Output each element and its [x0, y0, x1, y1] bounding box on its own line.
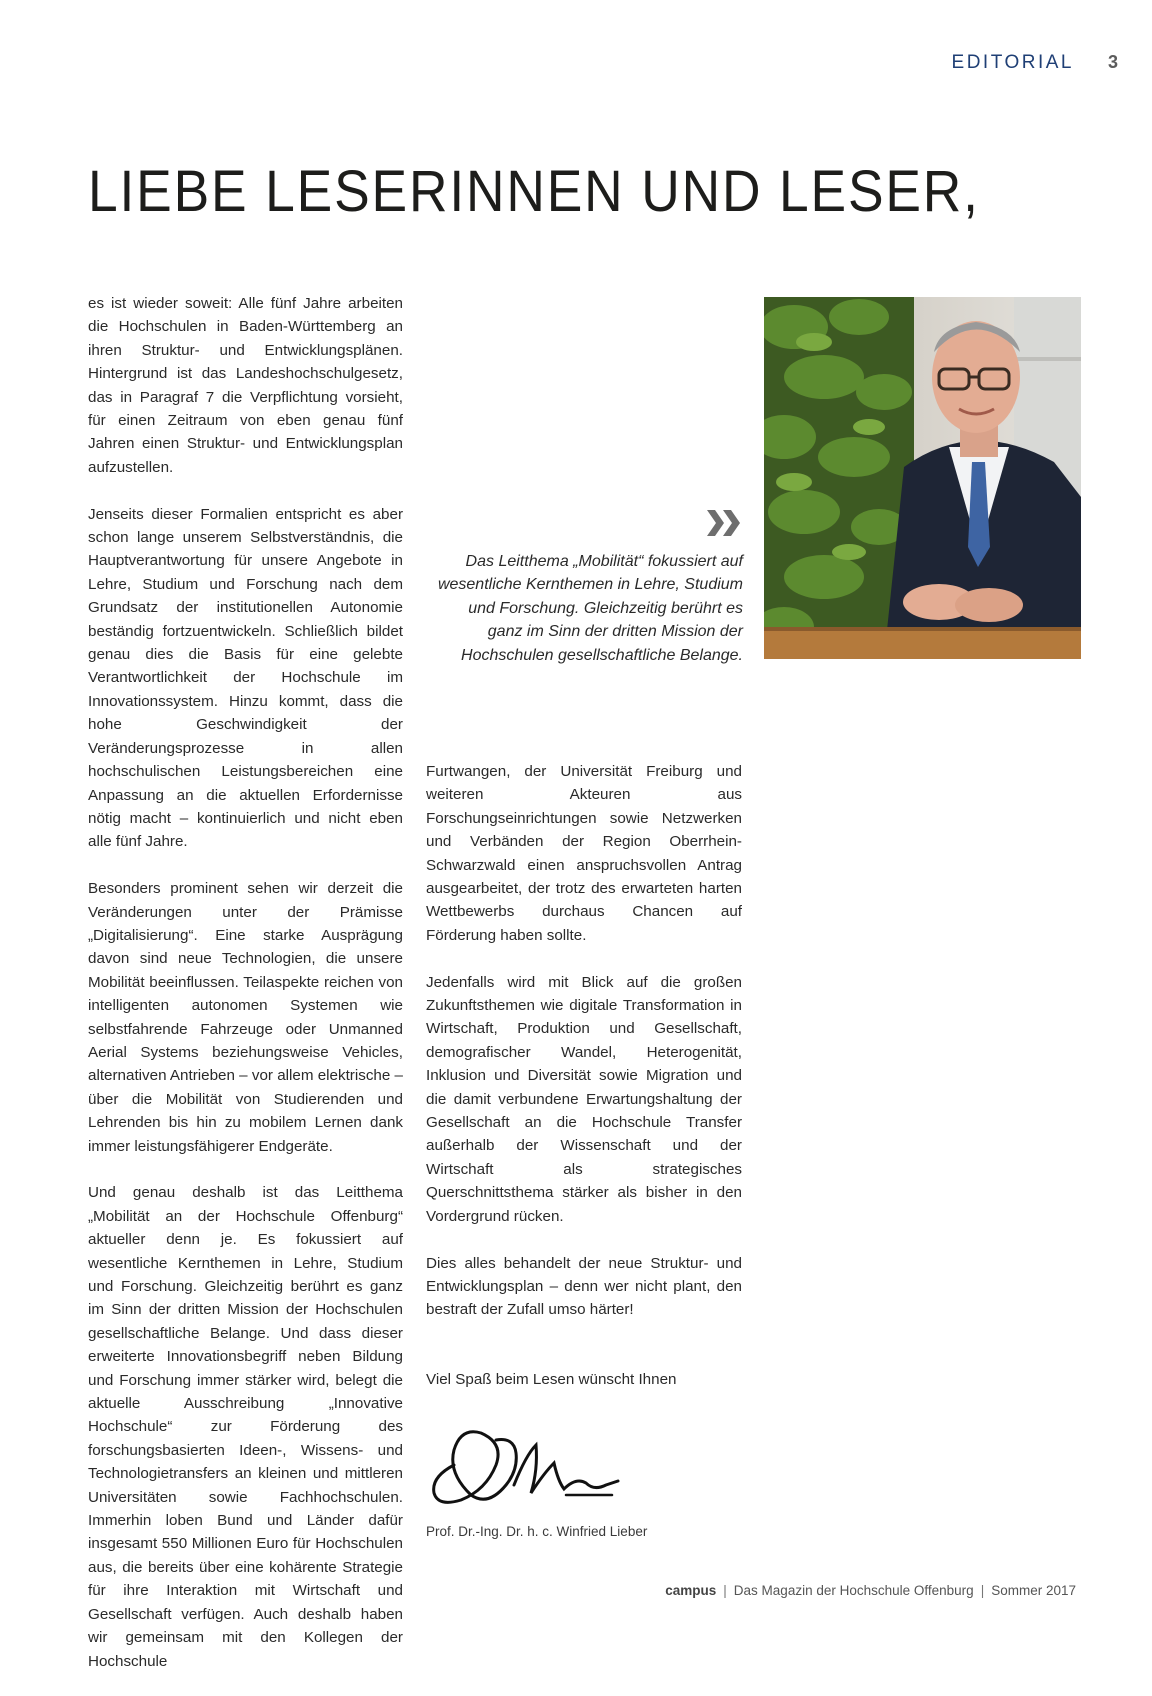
paragraph: es ist wieder soweit: Alle fünf Jahre arbeiten die Hochschulen in Baden-Württemberg an ihren Struktur- und Entwicklungsplänen. Hintergrund ist das Landeshochschulgesetz, das in Paragraf 7 die Verpflichtung vorsieht, für einen Zeitraum von eben genau fünf Jahren einen Struktur- und Entwicklungsplan aufzustellen. [88, 295, 403, 476]
middle-column [426, 760, 742, 1543]
section-label: EDITORIAL [951, 52, 1074, 73]
pull-quote: Das Leitthema „Mobilität“ fokussiert auf wesentliche Kernthemen in Lehre, Studium und Forschung. Gleichzeitig berührt es ganz im Sinn der dritten Mission der Hochschulen gesellschaftliche Belange. [437, 553, 743, 664]
footer-brand: campus [665, 1583, 717, 1598]
page-footer [665, 1583, 1076, 1598]
signer-name: Prof. Dr.-Ing. Dr. h. c. Winfried Lieber [426, 1523, 648, 1539]
footer-issue: Sommer 2017 [991, 1583, 1076, 1598]
paragraph: Und genau deshalb ist das Leitthema „Mobilität an der Hochschule Offenburg“ aktueller denn je. Es fokussiert auf wesentliche Kernthemen in Lehre, Studium und Forschung. Gleichzeitig berührt es ganz im Sinn der dritten Mission der Hochschulen gesellschaftliche Belange. Und dass dieser erweiterte Innovationsbegriff neben Bildung und Forschung immer stärker wird, belegt die aktuelle Ausschreibung „Innovative Hochschule“ zur Förderung des forschungsbasierten Ideen-, Wissens- und Technologietransfers an kleinen und mittleren Universitäten sowie Fachhochschulen. Immerhin loben Bund und Länder dafür insgesamt 550 Millionen Euro für Hochschulen aus, die bereits über eine kohärente Strategie für ihre Interaktion mit Wirtschaft und Gesellschaft verfügen. Auch deshalb haben wir gemeinsam mit den Kollegen der Hochschule [88, 1184, 403, 1670]
portrait-photo [764, 297, 1081, 659]
page-number: 3 [1107, 52, 1118, 72]
footer-magazine: Das Magazin der Hochschule Offenburg [733, 1583, 974, 1598]
handwritten-signature [426, 1415, 626, 1510]
paragraph: Besonders prominent sehen wir derzeit die Veränderungen unter der Prämisse „Digitalisierung“. Eine starke Ausprägung davon sind neue Technologien, die unsere Mobilität beeinflussen. Teilaspekte reichen von intelligenten autonomen Systemen wie selbstfahrende Fahrzeuge oder Unmanned Aerial Systems beziehungsweise Vehicles, alternativen Antrieben – vor allem elektrische – über die Mobilität von Studierenden und Lehrenden bis hin zu mobilem Lernen dank immer leistungsfähigerer Endgeräte. [88, 880, 403, 1155]
page-header [952, 52, 1118, 74]
left-column [88, 292, 403, 1696]
closing-line: Viel Spaß beim Lesen wünscht Ihnen [426, 1370, 677, 1388]
paragraph: Dies alles behandelt der neue Struktur- und Entwicklungsplan – denn wer nicht plant, den bestraft der Zufall umso härter! [426, 1254, 742, 1319]
headline: LIEBE LESERINNEN UND LESER, [88, 159, 980, 224]
double-chevron-quote-icon [707, 508, 743, 538]
footer-separator: | [723, 1583, 727, 1598]
paragraph: Jedenfalls wird mit Blick auf die großen Zukunftsthemen wie digitale Transformation in Wirtschaft, Produktion und Gesellschaft, demografischer Wandel, Heterogenität, Inklusion und Diversität sowie Migration und die damit verbundene Erwartungshaltung der Gesellschaft an die Hochschule Transfer außerhalb der Wissenschaft und der Wirtschaft als strategisches Querschnittsthema stärker als bisher in den Vordergrund rücken. [426, 973, 742, 1225]
portrait-illustration [764, 297, 1081, 659]
paragraph: Furtwangen, der Universität Freiburg und weiteren Akteuren aus Forschungseinrichtungen sowie Netzwerken und Verbänden der Region Oberrhein-Schwarzwald einen anspruchsvollen Antrag ausgearbeitet, der trotz des erwarteten harten Wettbewerbs durchaus Chancen auf Förderung haben sollte. [426, 763, 742, 944]
paragraph: Jenseits dieser Formalien entspricht es aber schon lange unserem Selbstverständnis, die Hauptverantwortung für unsere Angebote in Lehre, Studium und Forschung nach dem Grundsatz der institutionellen Autonomie beständig fortzuentwickeln. Schließlich bildet genau dies die Basis für eine gelebte Verantwortlichkeit der Hochschule im Innovationssystem. Hinzu kommt, dass die hohe Geschwindigkeit der Veränderungsprozesse in allen hochschulischen Leistungsbereichen eine Anpassung an die aktuellen Erfordernisse nötig macht – kontinuierlich und nicht eben alle fünf Jahre. [88, 505, 403, 851]
footer-separator: | [980, 1583, 985, 1598]
